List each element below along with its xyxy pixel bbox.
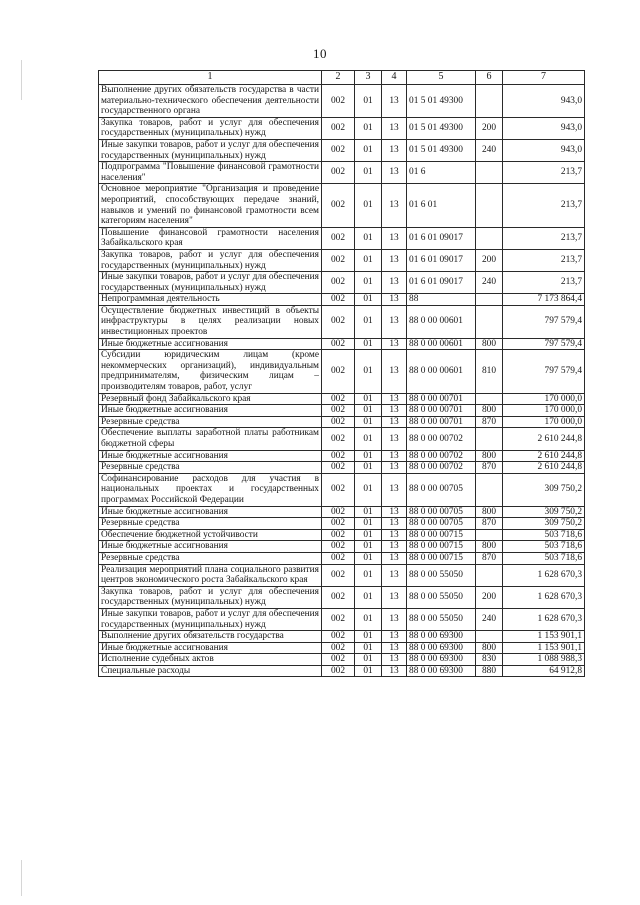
table-row xyxy=(99,541,585,553)
table-row xyxy=(99,305,585,338)
cell-expense-type: 200 xyxy=(476,586,503,608)
cell-grbs: 002 xyxy=(322,529,355,541)
cell-amount: 2 610 244,8 xyxy=(503,428,585,450)
table-row xyxy=(99,586,585,608)
cell-subsection: 13 xyxy=(382,249,407,271)
cell-item-name: Резервные средства xyxy=(99,552,322,564)
table-row xyxy=(99,665,585,677)
cell-expense-type xyxy=(476,85,503,118)
cell-section: 01 xyxy=(355,450,382,462)
cell-target-code: 88 0 00 55050 xyxy=(407,586,476,608)
cell-subsection: 13 xyxy=(382,552,407,564)
table-row xyxy=(99,272,585,294)
cell-target-code: 88 0 00 00701 xyxy=(407,393,476,405)
table-row xyxy=(99,416,585,428)
cell-grbs: 002 xyxy=(322,227,355,249)
header-col-subsection: 4 xyxy=(382,71,407,85)
cell-amount: 213,7 xyxy=(503,249,585,271)
table-row xyxy=(99,350,585,393)
cell-section: 01 xyxy=(355,305,382,338)
cell-amount: 213,7 xyxy=(503,184,585,227)
table-row xyxy=(99,654,585,666)
cell-item-name: Резервные средства xyxy=(99,518,322,530)
cell-item-name: Специальные расходы xyxy=(99,665,322,677)
header-col-expense-type: 6 xyxy=(476,71,503,85)
cell-grbs: 002 xyxy=(322,586,355,608)
cell-target-code: 88 0 00 69300 xyxy=(407,654,476,666)
cell-item-name: Иные бюджетные ассигнования xyxy=(99,506,322,518)
cell-section: 01 xyxy=(355,564,382,586)
cell-subsection: 13 xyxy=(382,162,407,184)
cell-target-code: 88 0 00 00702 xyxy=(407,462,476,474)
cell-amount: 503 718,6 xyxy=(503,552,585,564)
cell-item-name: Закупка товаров, работ и услуг для обеспечения государственных (муниципальных) нужд xyxy=(99,117,322,139)
cell-target-code: 01 6 01 09017 xyxy=(407,272,476,294)
table-row xyxy=(99,405,585,417)
cell-subsection: 13 xyxy=(382,272,407,294)
scan-edge-mark xyxy=(21,60,22,100)
cell-expense-type xyxy=(476,227,503,249)
cell-target-code: 01 5 01 49300 xyxy=(407,117,476,139)
cell-amount: 1 628 670,3 xyxy=(503,608,585,630)
cell-grbs: 002 xyxy=(322,393,355,405)
cell-grbs: 002 xyxy=(322,450,355,462)
table-row xyxy=(99,473,585,506)
cell-subsection: 13 xyxy=(382,654,407,666)
cell-expense-type xyxy=(476,393,503,405)
cell-subsection: 13 xyxy=(382,586,407,608)
cell-subsection: 13 xyxy=(382,642,407,654)
cell-amount: 309 750,2 xyxy=(503,518,585,530)
cell-section: 01 xyxy=(355,350,382,393)
cell-amount: 503 718,6 xyxy=(503,541,585,553)
cell-expense-type: 880 xyxy=(476,665,503,677)
cell-grbs: 002 xyxy=(322,518,355,530)
cell-item-name: Непрограммная деятельность xyxy=(99,294,322,306)
cell-target-code: 88 xyxy=(407,294,476,306)
cell-amount: 7 173 864,4 xyxy=(503,294,585,306)
cell-subsection: 13 xyxy=(382,450,407,462)
cell-section: 01 xyxy=(355,139,382,161)
cell-target-code: 88 0 00 69300 xyxy=(407,665,476,677)
cell-target-code: 88 0 00 00601 xyxy=(407,305,476,338)
cell-expense-type: 870 xyxy=(476,416,503,428)
cell-target-code: 88 0 00 55050 xyxy=(407,608,476,630)
cell-amount: 1 153 901,1 xyxy=(503,631,585,643)
cell-section: 01 xyxy=(355,249,382,271)
cell-expense-type: 240 xyxy=(476,608,503,630)
cell-grbs: 002 xyxy=(322,416,355,428)
table-row xyxy=(99,428,585,450)
table-row xyxy=(99,249,585,271)
cell-item-name: Обеспечение выплаты заработной платы работникам бюджетной сферы xyxy=(99,428,322,450)
cell-item-name: Иные закупки товаров, работ и услуг для обеспечения государственных (муниципальных) нужд xyxy=(99,272,322,294)
cell-section: 01 xyxy=(355,462,382,474)
cell-item-name: Закупка товаров, работ и услуг для обеспечения государственных (муниципальных) нужд xyxy=(99,249,322,271)
cell-grbs: 002 xyxy=(322,654,355,666)
table-row xyxy=(99,552,585,564)
table-row xyxy=(99,518,585,530)
cell-grbs: 002 xyxy=(322,272,355,294)
cell-item-name: Закупка товаров, работ и услуг для обеспечения государственных (муниципальных) нужд xyxy=(99,586,322,608)
cell-amount: 797 579,4 xyxy=(503,350,585,393)
cell-grbs: 002 xyxy=(322,405,355,417)
cell-item-name: Субсидии юридическим лицам (кроме некоммерческих организаций), индивидуальным предпринимателям, физическим лицам – производителям товаров, работ, услуг xyxy=(99,350,322,393)
cell-grbs: 002 xyxy=(322,249,355,271)
cell-subsection: 13 xyxy=(382,608,407,630)
cell-grbs: 002 xyxy=(322,462,355,474)
cell-amount: 2 610 244,8 xyxy=(503,462,585,474)
cell-target-code: 88 0 00 00715 xyxy=(407,541,476,553)
cell-target-code: 01 5 01 49300 xyxy=(407,85,476,118)
cell-section: 01 xyxy=(355,338,382,350)
cell-subsection: 13 xyxy=(382,462,407,474)
cell-section: 01 xyxy=(355,642,382,654)
cell-expense-type: 240 xyxy=(476,272,503,294)
cell-section: 01 xyxy=(355,529,382,541)
cell-target-code: 01 6 01 xyxy=(407,184,476,227)
cell-item-name: Исполнение судебных актов xyxy=(99,654,322,666)
cell-item-name: Иные бюджетные ассигнования xyxy=(99,541,322,553)
cell-expense-type xyxy=(476,428,503,450)
cell-amount: 797 579,4 xyxy=(503,338,585,350)
cell-target-code: 88 0 00 00701 xyxy=(407,405,476,417)
cell-amount: 309 750,2 xyxy=(503,506,585,518)
cell-section: 01 xyxy=(355,294,382,306)
cell-item-name: Иные бюджетные ассигнования xyxy=(99,405,322,417)
cell-item-name: Выполнение других обязательств государства в части материально-технического обеспечения деятельности государственного органа xyxy=(99,85,322,118)
cell-grbs: 002 xyxy=(322,665,355,677)
table-row xyxy=(99,462,585,474)
cell-target-code: 88 0 00 00702 xyxy=(407,450,476,462)
cell-amount: 943,0 xyxy=(503,139,585,161)
cell-subsection: 13 xyxy=(382,473,407,506)
table-row xyxy=(99,294,585,306)
cell-target-code: 88 0 00 00601 xyxy=(407,338,476,350)
cell-section: 01 xyxy=(355,665,382,677)
cell-expense-type: 800 xyxy=(476,506,503,518)
cell-amount: 1 153 901,1 xyxy=(503,642,585,654)
cell-grbs: 002 xyxy=(322,85,355,118)
cell-section: 01 xyxy=(355,473,382,506)
table-row xyxy=(99,227,585,249)
cell-item-name: Иные закупки товаров, работ и услуг для обеспечения государственных (муниципальных) нужд xyxy=(99,139,322,161)
cell-grbs: 002 xyxy=(322,139,355,161)
cell-section: 01 xyxy=(355,416,382,428)
cell-grbs: 002 xyxy=(322,338,355,350)
cell-subsection: 13 xyxy=(382,529,407,541)
cell-expense-type: 800 xyxy=(476,405,503,417)
header-col-amount: 7 xyxy=(503,71,585,85)
cell-subsection: 13 xyxy=(382,428,407,450)
cell-expense-type: 800 xyxy=(476,642,503,654)
cell-section: 01 xyxy=(355,654,382,666)
cell-subsection: 13 xyxy=(382,305,407,338)
cell-item-name: Обеспечение бюджетной устойчивости xyxy=(99,529,322,541)
cell-grbs: 002 xyxy=(322,631,355,643)
cell-item-name: Иные бюджетные ассигнования xyxy=(99,450,322,462)
cell-subsection: 13 xyxy=(382,350,407,393)
cell-subsection: 13 xyxy=(382,117,407,139)
cell-subsection: 13 xyxy=(382,416,407,428)
cell-item-name: Иные закупки товаров, работ и услуг для обеспечения государственных (муниципальных) нужд xyxy=(99,608,322,630)
cell-item-name: Софинансирование расходов для участия в национальных проектах и государственных программах Российской Федерации xyxy=(99,473,322,506)
cell-section: 01 xyxy=(355,85,382,118)
cell-section: 01 xyxy=(355,227,382,249)
cell-subsection: 13 xyxy=(382,338,407,350)
cell-target-code: 88 0 00 00701 xyxy=(407,416,476,428)
cell-item-name: Резервные средства xyxy=(99,416,322,428)
cell-amount: 64 912,8 xyxy=(503,665,585,677)
cell-section: 01 xyxy=(355,541,382,553)
cell-target-code: 88 0 00 00601 xyxy=(407,350,476,393)
table-row xyxy=(99,631,585,643)
cell-expense-type xyxy=(476,529,503,541)
cell-section: 01 xyxy=(355,184,382,227)
cell-grbs: 002 xyxy=(322,506,355,518)
cell-expense-type: 800 xyxy=(476,338,503,350)
cell-amount: 797 579,4 xyxy=(503,305,585,338)
cell-grbs: 002 xyxy=(322,294,355,306)
cell-expense-type xyxy=(476,564,503,586)
cell-item-name: Повышение финансовой грамотности населения Забайкальского края xyxy=(99,227,322,249)
header-col-name: 1 xyxy=(99,71,322,85)
cell-expense-type: 870 xyxy=(476,552,503,564)
cell-expense-type: 240 xyxy=(476,139,503,161)
table-row xyxy=(99,393,585,405)
cell-item-name: Осуществление бюджетных инвестиций в объекты инфраструктуры в целях реализации новых инвестиционных проектов xyxy=(99,305,322,338)
table-row xyxy=(99,184,585,227)
cell-grbs: 002 xyxy=(322,642,355,654)
table-row xyxy=(99,139,585,161)
cell-target-code: 88 0 00 00702 xyxy=(407,428,476,450)
cell-amount: 943,0 xyxy=(503,117,585,139)
cell-subsection: 13 xyxy=(382,541,407,553)
cell-subsection: 13 xyxy=(382,139,407,161)
cell-section: 01 xyxy=(355,552,382,564)
cell-subsection: 13 xyxy=(382,227,407,249)
cell-subsection: 13 xyxy=(382,184,407,227)
cell-expense-type: 200 xyxy=(476,249,503,271)
cell-subsection: 13 xyxy=(382,631,407,643)
cell-item-name: Резервный фонд Забайкальского края xyxy=(99,393,322,405)
table-row xyxy=(99,85,585,118)
cell-amount: 943,0 xyxy=(503,85,585,118)
cell-section: 01 xyxy=(355,272,382,294)
cell-subsection: 13 xyxy=(382,405,407,417)
cell-subsection: 13 xyxy=(382,393,407,405)
cell-subsection: 13 xyxy=(382,564,407,586)
cell-target-code: 88 0 00 00705 xyxy=(407,506,476,518)
cell-expense-type: 870 xyxy=(476,462,503,474)
cell-target-code: 01 6 01 09017 xyxy=(407,227,476,249)
cell-section: 01 xyxy=(355,518,382,530)
cell-section: 01 xyxy=(355,117,382,139)
cell-section: 01 xyxy=(355,506,382,518)
cell-target-code: 01 5 01 49300 xyxy=(407,139,476,161)
cell-expense-type: 200 xyxy=(476,117,503,139)
cell-expense-type: 800 xyxy=(476,450,503,462)
cell-item-name: Выполнение других обязательств государства xyxy=(99,631,322,643)
cell-amount: 213,7 xyxy=(503,272,585,294)
cell-item-name: Иные бюджетные ассигнования xyxy=(99,338,322,350)
table-row xyxy=(99,506,585,518)
cell-amount: 170 000,0 xyxy=(503,405,585,417)
table-header-row xyxy=(99,71,585,85)
budget-table xyxy=(98,70,585,677)
table-row xyxy=(99,564,585,586)
cell-target-code: 01 6 01 09017 xyxy=(407,249,476,271)
cell-grbs: 002 xyxy=(322,552,355,564)
cell-target-code: 88 0 00 69300 xyxy=(407,642,476,654)
cell-item-name: Основное мероприятие "Организация и проведение мероприятий, способствующих передаче знаний, навыков и умений по финансовой грамотности всем категориям населения" xyxy=(99,184,322,227)
cell-section: 01 xyxy=(355,586,382,608)
table-row xyxy=(99,608,585,630)
cell-expense-type xyxy=(476,294,503,306)
header-col-section: 3 xyxy=(355,71,382,85)
cell-subsection: 13 xyxy=(382,518,407,530)
cell-amount: 1 628 670,3 xyxy=(503,586,585,608)
cell-grbs: 002 xyxy=(322,541,355,553)
cell-target-code: 88 0 00 00715 xyxy=(407,529,476,541)
cell-expense-type: 870 xyxy=(476,518,503,530)
cell-section: 01 xyxy=(355,428,382,450)
cell-subsection: 13 xyxy=(382,665,407,677)
cell-subsection: 13 xyxy=(382,294,407,306)
cell-expense-type: 810 xyxy=(476,350,503,393)
cell-section: 01 xyxy=(355,393,382,405)
cell-amount: 170 000,0 xyxy=(503,416,585,428)
table-row xyxy=(99,529,585,541)
cell-grbs: 002 xyxy=(322,162,355,184)
cell-subsection: 13 xyxy=(382,85,407,118)
cell-item-name: Резервные средства xyxy=(99,462,322,474)
cell-item-name: Подпрограмма "Повышение финансовой грамотности населения" xyxy=(99,162,322,184)
cell-grbs: 002 xyxy=(322,608,355,630)
cell-expense-type xyxy=(476,631,503,643)
cell-expense-type: 800 xyxy=(476,541,503,553)
cell-amount: 213,7 xyxy=(503,162,585,184)
cell-expense-type: 830 xyxy=(476,654,503,666)
cell-grbs: 002 xyxy=(322,564,355,586)
header-col-grbs: 2 xyxy=(322,71,355,85)
cell-target-code: 88 0 00 69300 xyxy=(407,631,476,643)
cell-item-name: Иные бюджетные ассигнования xyxy=(99,642,322,654)
cell-grbs: 002 xyxy=(322,117,355,139)
scan-edge-mark xyxy=(21,860,22,896)
cell-amount: 213,7 xyxy=(503,227,585,249)
cell-expense-type xyxy=(476,162,503,184)
cell-section: 01 xyxy=(355,162,382,184)
cell-amount: 1 088 988,3 xyxy=(503,654,585,666)
cell-amount: 309 750,2 xyxy=(503,473,585,506)
cell-item-name: Реализация мероприятий плана социального развития центров экономического роста Забайкальского края xyxy=(99,564,322,586)
cell-target-code: 01 6 xyxy=(407,162,476,184)
table-row xyxy=(99,642,585,654)
cell-section: 01 xyxy=(355,405,382,417)
cell-target-code: 88 0 00 00715 xyxy=(407,552,476,564)
cell-amount: 170 000,0 xyxy=(503,393,585,405)
cell-target-code: 88 0 00 00705 xyxy=(407,518,476,530)
cell-amount: 1 628 670,3 xyxy=(503,564,585,586)
cell-grbs: 002 xyxy=(322,350,355,393)
cell-grbs: 002 xyxy=(322,473,355,506)
cell-section: 01 xyxy=(355,608,382,630)
table-row xyxy=(99,117,585,139)
cell-grbs: 002 xyxy=(322,184,355,227)
table-row xyxy=(99,450,585,462)
cell-amount: 2 610 244,8 xyxy=(503,450,585,462)
cell-expense-type xyxy=(476,184,503,227)
cell-expense-type xyxy=(476,305,503,338)
cell-target-code: 88 0 00 55050 xyxy=(407,564,476,586)
cell-grbs: 002 xyxy=(322,305,355,338)
cell-expense-type xyxy=(476,473,503,506)
page-number: 10 xyxy=(313,46,327,61)
cell-target-code: 88 0 00 00705 xyxy=(407,473,476,506)
cell-subsection: 13 xyxy=(382,506,407,518)
header-col-target-code: 5 xyxy=(407,71,476,85)
table-row xyxy=(99,338,585,350)
cell-grbs: 002 xyxy=(322,428,355,450)
cell-section: 01 xyxy=(355,631,382,643)
table-row xyxy=(99,162,585,184)
cell-amount: 503 718,6 xyxy=(503,529,585,541)
